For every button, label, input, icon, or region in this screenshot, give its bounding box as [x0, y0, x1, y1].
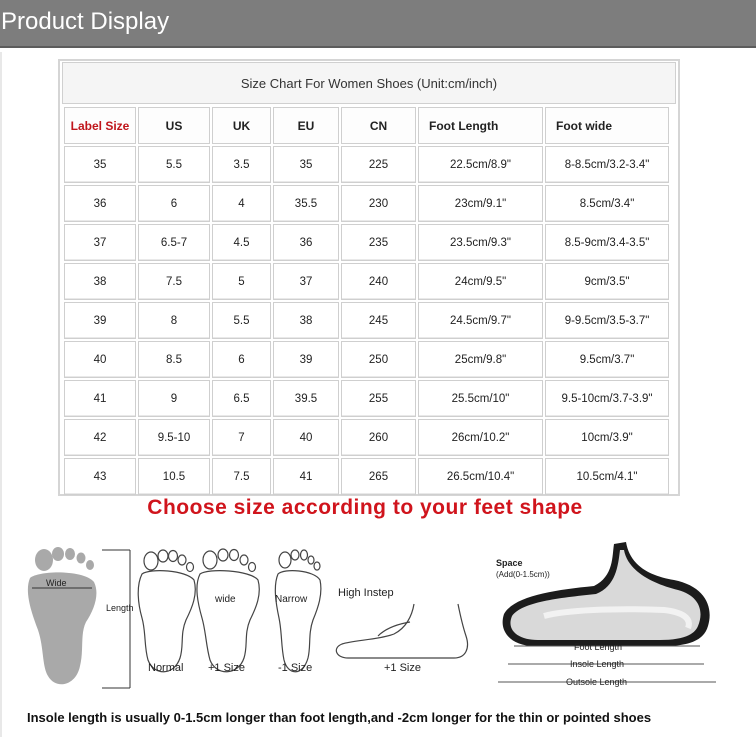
table-cell: 39.5 [273, 380, 339, 417]
table-cell: 240 [341, 263, 416, 300]
normal-foot-icon [138, 550, 195, 672]
table-cell: 37 [273, 263, 339, 300]
table-cell: 230 [341, 185, 416, 222]
table-cell: 24.5cm/9.7" [418, 302, 543, 339]
column-header-cn: CN [341, 107, 416, 144]
table-cell: 5 [212, 263, 271, 300]
table-header-row [64, 107, 669, 144]
insole-length-label: Insole Length [570, 659, 625, 669]
column-header-uk: UK [212, 107, 271, 144]
table-cell: 23.5cm/9.3" [418, 224, 543, 261]
table-cell: 7 [212, 419, 271, 456]
table-cell: 26.5cm/10.4" [418, 458, 543, 495]
table-cell: 38 [273, 302, 339, 339]
table-cell: 41 [273, 458, 339, 495]
table-cell: 37 [64, 224, 136, 261]
table-row [64, 341, 669, 378]
table-row [64, 419, 669, 456]
high-instep-foot-icon [336, 604, 467, 658]
table-cell: 3.5 [212, 146, 271, 183]
table-cell: 260 [341, 419, 416, 456]
table-cell: 7.5 [212, 458, 271, 495]
plus-one-label: +1 Size [208, 662, 245, 674]
table-cell: 4 [212, 185, 271, 222]
table-cell: 8.5-9cm/3.4-3.5" [545, 224, 669, 261]
table-row [64, 302, 669, 339]
table-cell: 25cm/9.8" [418, 341, 543, 378]
page-title: Product Display [1, 8, 170, 35]
space-label: Space [496, 558, 523, 568]
table-cell: 39 [64, 302, 136, 339]
table-cell: 5.5 [212, 302, 271, 339]
table-cell: 4.5 [212, 224, 271, 261]
table-cell: 9cm/3.5" [545, 263, 669, 300]
high-instep-label: High Instep [338, 587, 394, 599]
column-header-eu: EU [273, 107, 339, 144]
high-instep-size-label: +1 Size [384, 662, 421, 674]
shape-guide-heading: Choose size according to your feet shape [147, 496, 583, 519]
table-cell: 24cm/9.5" [418, 263, 543, 300]
space-sub-label: (Add(0-1.5cm)) [496, 570, 550, 579]
foot-shape-diagram [14, 536, 734, 706]
table-cell: 10cm/3.9" [545, 419, 669, 456]
table-cell: 26cm/10.2" [418, 419, 543, 456]
column-header-foot-length: Foot Length [418, 107, 543, 144]
column-header-foot-wide: Foot wide [545, 107, 669, 144]
table-cell: 250 [341, 341, 416, 378]
table-cell: 7.5 [138, 263, 210, 300]
table-cell: 225 [341, 146, 416, 183]
table-row [64, 224, 669, 261]
table-cell: 8.5 [138, 341, 210, 378]
minus-one-label: -1 Size [278, 662, 313, 674]
table-cell: 35 [64, 146, 136, 183]
table-cell: 255 [341, 380, 416, 417]
table-row [64, 380, 669, 417]
foot-wide-label: wide [215, 594, 236, 605]
foot-silhouette-icon [28, 547, 97, 684]
table-cell: 6 [138, 185, 210, 222]
normal-label: Normal [148, 662, 184, 674]
page-header [0, 0, 756, 48]
size-chart-caption: Size Chart For Women Shoes (Unit:cm/inch) [62, 62, 676, 104]
table-cell: 42 [64, 419, 136, 456]
table-cell: 9.5-10cm/3.7-3.9" [545, 380, 669, 417]
table-body [64, 146, 669, 495]
table-row [64, 458, 669, 495]
table-cell: 5.5 [138, 146, 210, 183]
narrow-foot-icon [275, 550, 321, 672]
table-cell: 36 [273, 224, 339, 261]
foot-narrow-label: Narrow [275, 594, 308, 605]
insole-footnote: Insole length is usually 0-1.5cm longer than foot length,and -2cm longer for the thin or pointed shoes [27, 710, 652, 725]
table-cell: 9-9.5cm/3.5-3.7" [545, 302, 669, 339]
outsole-length-label: Outsole Length [566, 677, 628, 687]
table-cell: 6 [212, 341, 271, 378]
column-header-label-size: Label Size [64, 107, 136, 144]
wide-label: Wide [46, 578, 67, 588]
table-cell: 43 [64, 458, 136, 495]
table-row [64, 185, 669, 222]
table-cell: 25.5cm/10" [418, 380, 543, 417]
foot-length-label: Foot Length [574, 642, 623, 652]
table-cell: 8 [138, 302, 210, 339]
table-cell: 235 [341, 224, 416, 261]
table-row [64, 146, 669, 183]
table-cell: 6.5-7 [138, 224, 210, 261]
shoe-cross-section-icon [503, 542, 710, 646]
table-cell: 8-8.5cm/3.2-3.4" [545, 146, 669, 183]
table-cell: 10.5cm/4.1" [545, 458, 669, 495]
table-cell: 23cm/9.1" [418, 185, 543, 222]
table-cell: 10.5 [138, 458, 210, 495]
table-cell: 9.5-10 [138, 419, 210, 456]
table-cell: 245 [341, 302, 416, 339]
table-cell: 35.5 [273, 185, 339, 222]
table-row [64, 263, 669, 300]
length-label: Length [106, 603, 134, 613]
table-cell: 36 [64, 185, 136, 222]
table-cell: 6.5 [212, 380, 271, 417]
table-cell: 40 [273, 419, 339, 456]
table-cell: 35 [273, 146, 339, 183]
left-divider [0, 52, 2, 737]
table-cell: 9.5cm/3.7" [545, 341, 669, 378]
table-cell: 38 [64, 263, 136, 300]
size-chart-table [62, 105, 671, 497]
table-cell: 22.5cm/8.9" [418, 146, 543, 183]
wide-foot-icon [197, 549, 259, 672]
table-cell: 265 [341, 458, 416, 495]
table-cell: 9 [138, 380, 210, 417]
table-cell: 39 [273, 341, 339, 378]
table-cell: 8.5cm/3.4" [545, 185, 669, 222]
table-cell: 40 [64, 341, 136, 378]
column-header-us: US [138, 107, 210, 144]
table-cell: 41 [64, 380, 136, 417]
